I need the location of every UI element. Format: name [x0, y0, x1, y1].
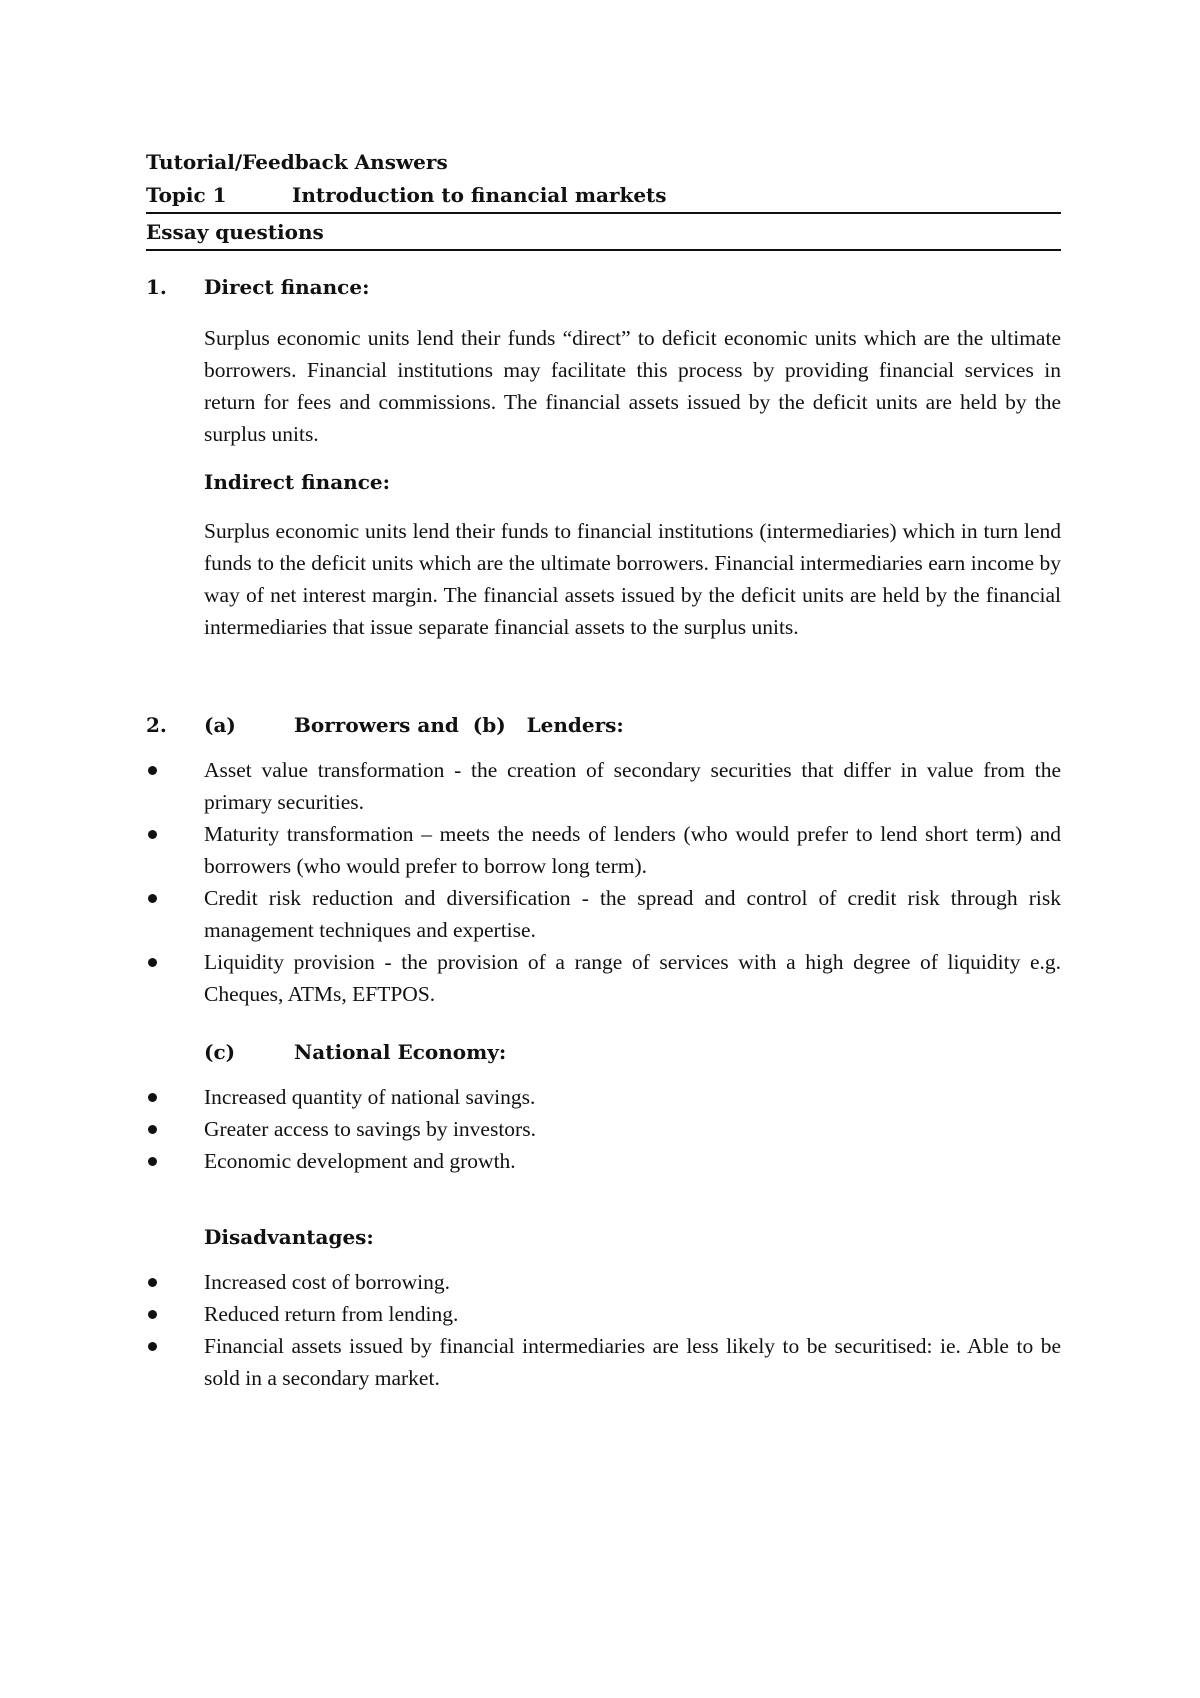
- q2-c-heading: [146, 1036, 1061, 1069]
- q1-indirect-text: Surplus economic units lend their funds to financial institutions (intermediaries) which in turn lend funds to the deficit units which are the ultimate borrowers. Financial intermediaries earn income by way of net interest margin. The financial assets issued by the deficit units are held by the financial intermediaries that issue separate financial assets to the surplus units.: [204, 519, 1061, 639]
- list-item: Asset value transformation - the creation of secondary securities that differ in value from the primary securities.: [146, 754, 1061, 818]
- q1-number: 1.: [146, 275, 167, 299]
- q1-indirect-heading: Indirect finance:: [204, 470, 390, 494]
- list-item: Liquidity provision - the provision of a range of services with a high degree of liquidity e.g. Cheques, ATMs, EFTPOS.: [146, 946, 1061, 1010]
- list-item: Increased cost of borrowing.: [146, 1266, 1061, 1298]
- q2-c-list: [146, 1081, 1061, 1177]
- q1-heading: [146, 271, 1061, 304]
- list-item: Reduced return from lending.: [146, 1298, 1061, 1330]
- bullet-icon: [148, 1093, 157, 1102]
- bullet-icon: [148, 1125, 157, 1134]
- list-item: Maturity transformation – meets the needs of lenders (who would prefer to lend short term) and borrowers (who would prefer to borrow long term).: [146, 818, 1061, 882]
- q2-label-c: (c): [204, 1040, 236, 1064]
- section-heading: Essay questions: [146, 216, 1061, 251]
- topic-line: [146, 179, 1061, 214]
- q2-label-a: (a): [204, 713, 236, 737]
- list-item: Economic development and growth.: [146, 1145, 1061, 1177]
- bullet-icon: [148, 1278, 157, 1287]
- list-item: Credit risk reduction and diversification - the spread and control of credit risk through risk management techniques and expertise.: [146, 882, 1061, 946]
- q2-disadvantages-heading: Disadvantages:: [204, 1225, 374, 1249]
- bullet-icon: [148, 830, 157, 839]
- topic-title: Introduction to financial markets: [292, 183, 667, 207]
- list-item: Greater access to savings by investors.: [146, 1113, 1061, 1145]
- topic-label: Topic 1: [146, 183, 227, 207]
- q2-heading-ab: Borrowers and (b) Lenders:: [294, 713, 624, 737]
- list-item: Increased quantity of national savings.: [146, 1081, 1061, 1113]
- bullet-icon: [148, 894, 157, 903]
- bullet-icon: [148, 958, 157, 967]
- document-page: [146, 146, 1061, 1394]
- bullet-icon: [148, 1310, 157, 1319]
- q2-heading-c: National Economy:: [294, 1040, 507, 1064]
- q2-heading: [146, 709, 1061, 742]
- q1-direct-heading: Direct finance:: [204, 275, 370, 299]
- bullet-icon: [148, 1157, 157, 1166]
- list-item: Financial assets issued by financial intermediaries are less likely to be securitised: ie. Able to be sold in a secondary market.: [146, 1330, 1061, 1394]
- q2-number: 2.: [146, 713, 167, 737]
- bullet-icon: [148, 766, 157, 775]
- document-title: Tutorial/Feedback Answers: [146, 150, 448, 174]
- q2-disadvantages-list: [146, 1266, 1061, 1394]
- q1-direct-text: Surplus economic units lend their funds “direct” to deficit economic units which are the ultimate borrowers. Financial institutions may facilitate this process by providing financial services in return for fees and commissions. The financial assets issued by the deficit units are held by the surplus units.: [204, 326, 1061, 446]
- q2-ab-list: [146, 754, 1061, 1010]
- bullet-icon: [148, 1342, 157, 1351]
